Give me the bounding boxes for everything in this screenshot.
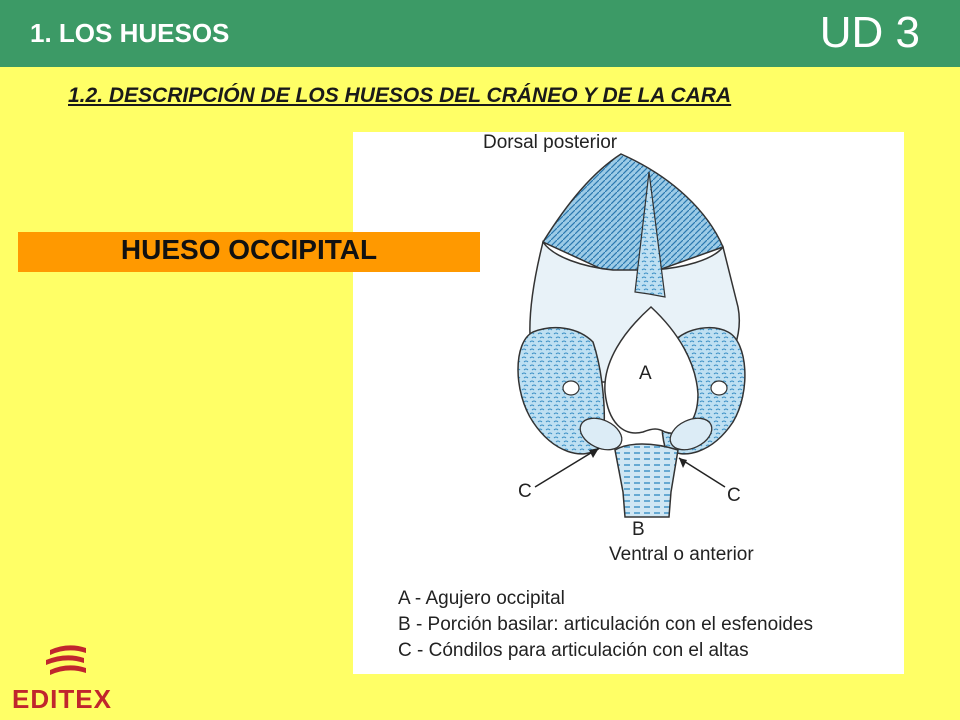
marker-b: B: [632, 519, 645, 540]
legend-item-b: B - Porción basilar: articulación con el esfenoides: [398, 614, 814, 635]
figure-bottom-label: Ventral o anterior: [609, 544, 754, 565]
occipital-bone-figure: [353, 132, 904, 674]
right-condyle-arrow: [679, 458, 725, 487]
marker-c-left: C: [518, 481, 532, 502]
left-condyle-arrow: [535, 448, 599, 487]
legend-item-a: A - Agujero occipital: [398, 588, 565, 609]
figure-top-label: Dorsal posterior: [483, 132, 618, 153]
left-foramen-hole: [563, 381, 579, 395]
marker-a: A: [639, 363, 652, 384]
header-bar: [0, 0, 960, 67]
basilar-part: [615, 444, 678, 517]
editex-logo: [10, 640, 120, 715]
book-stack-icon: [38, 640, 98, 684]
bone-name-label: HUESO OCCIPITAL: [18, 232, 480, 272]
marker-c-right: C: [727, 485, 741, 506]
right-foramen-hole: [711, 381, 727, 395]
unit-label: UD 3: [819, 8, 920, 57]
subsection-title: 1.2. DESCRIPCIÓN DE LOS HUESOS DEL CRÁNEO Y DE LA CARA: [68, 84, 732, 107]
legend-item-c: C - Cóndilos para articulación con el altas: [398, 640, 749, 661]
logo-text: EDITEX: [12, 684, 112, 714]
section-title: 1. LOS HUESOS: [30, 18, 230, 48]
